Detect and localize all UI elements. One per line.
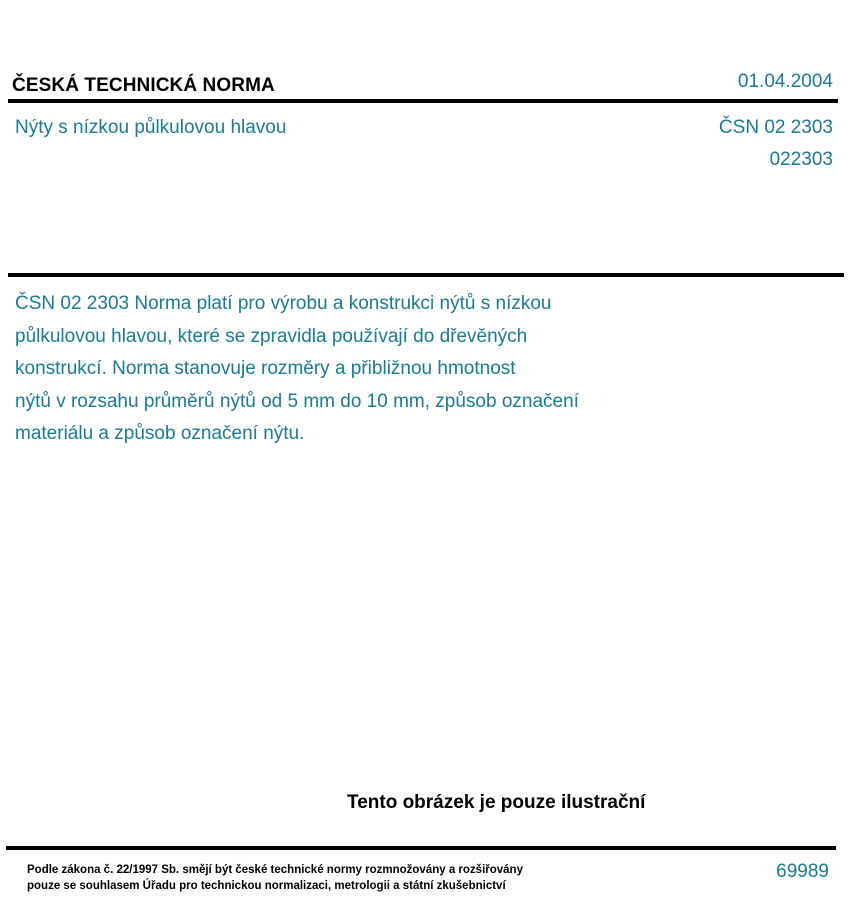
standard-subject: Nýty s nízkou půlkulovou hlavou bbox=[15, 117, 287, 138]
abstract-text bbox=[15, 288, 715, 451]
classification-number: 022303 bbox=[769, 149, 833, 170]
abstract-line: nýtů v rozsahu průměrů nýtů od 5 mm do 10 mm, způsob označení bbox=[15, 390, 579, 412]
legal-line: pouze se souhlasem Úřadu pro technickou normalizaci, metrologii a státní zkušebnictví bbox=[27, 879, 506, 892]
abstract-line: půlkulovou hlavou, které se zpravidla používají do dřevěných bbox=[15, 325, 528, 347]
header-divider bbox=[8, 99, 838, 103]
document-number: 69989 bbox=[776, 861, 829, 882]
section-divider bbox=[8, 273, 844, 277]
footer-divider bbox=[6, 846, 836, 850]
document-type-title: ČESKÁ TECHNICKÁ NORMA bbox=[12, 75, 275, 96]
standard-code: ČSN 02 2303 bbox=[718, 117, 833, 138]
abstract-line: ČSN 02 2303 Norma platí pro výrobu a konstrukci nýtů s nízkou bbox=[15, 293, 552, 314]
publication-date: 01.04.2004 bbox=[737, 71, 833, 92]
abstract-line: konstrukcí. Norma stanovuje rozměry a přibližnou hmotnost bbox=[15, 358, 516, 379]
legal-notice bbox=[27, 863, 523, 894]
abstract-line: materiálu a způsob označení nýtu. bbox=[15, 423, 305, 444]
illustration-notice: Tento obrázek je pouze ilustrační bbox=[347, 792, 646, 813]
legal-line: Podle zákona č. 22/1997 Sb. smějí být české technické normy rozmnožovány a rozšiřovány bbox=[27, 864, 523, 876]
